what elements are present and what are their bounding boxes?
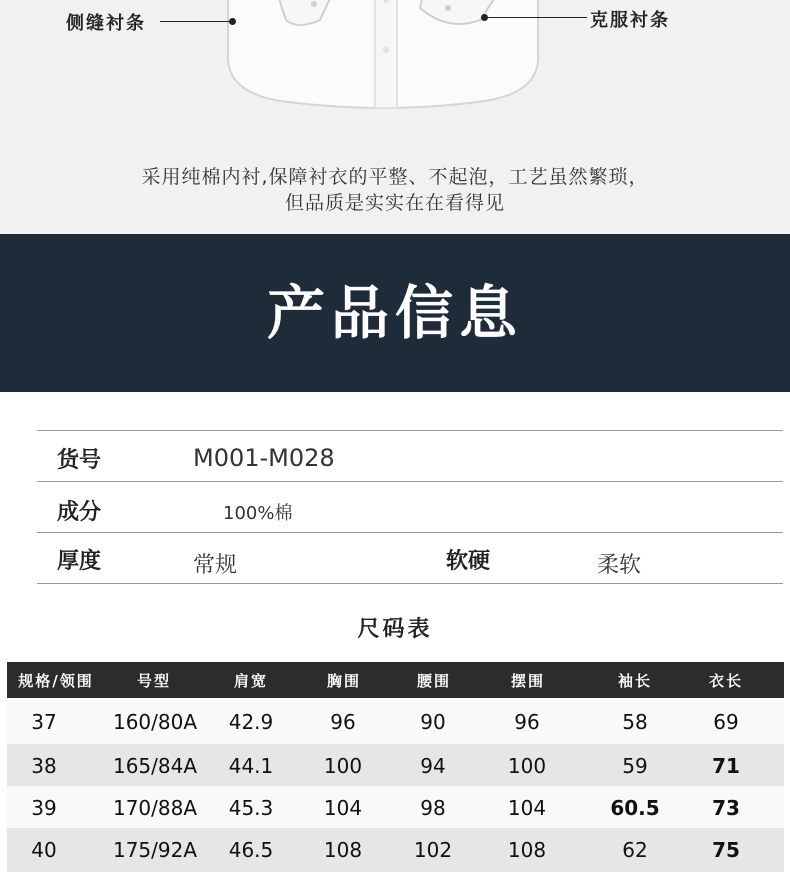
header-length: 衣长 — [708, 671, 743, 690]
cell-waist: 90 — [420, 710, 446, 734]
cell-length: 71 — [712, 754, 740, 778]
cell-chest: 96 — [330, 710, 356, 734]
info-row-thickness — [37, 532, 783, 583]
cell-chest: 108 — [323, 838, 363, 862]
softness-value: 柔软 — [597, 553, 642, 578]
cell-sleeve: 58 — [622, 710, 648, 734]
thickness-value: 常规 — [193, 553, 238, 578]
cell-shoulder: 46.5 — [228, 838, 274, 862]
cell-length: 75 — [712, 838, 740, 862]
cell-length: 69 — [713, 710, 739, 734]
material-value: 100%棉 — [223, 503, 293, 524]
cell-model: 160/80A — [112, 710, 198, 734]
size-chart-title: 尺码表 — [357, 617, 433, 642]
cell-hem: 96 — [514, 710, 540, 734]
cell-size: 40 — [31, 838, 57, 862]
cell-sleeve: 59 — [622, 754, 648, 778]
cell-shoulder: 44.1 — [228, 754, 274, 778]
banner-title: 产品信息 — [266, 279, 523, 347]
callout-side-seam: 侧缝衬条 — [66, 13, 146, 34]
header-waist: 腰围 — [416, 671, 451, 690]
callout-line-left — [160, 21, 232, 22]
header-model: 号型 — [136, 671, 171, 690]
thickness-label: 厚度 — [57, 549, 102, 574]
info-row-material — [37, 481, 783, 532]
product-info-banner — [0, 234, 790, 392]
header-hem: 摆围 — [510, 671, 545, 690]
cell-model: 175/92A — [112, 838, 198, 862]
cell-model: 170/88A — [112, 796, 198, 820]
cell-size: 39 — [31, 796, 57, 820]
cell-waist: 98 — [420, 796, 446, 820]
cell-waist: 94 — [420, 754, 446, 778]
cell-hem: 100 — [507, 754, 547, 778]
cell-hem: 108 — [507, 838, 547, 862]
info-row-item-no — [37, 430, 783, 481]
shirt-illustration — [218, 0, 548, 120]
cell-chest: 104 — [323, 796, 363, 820]
cell-shoulder: 45.3 — [228, 796, 274, 820]
callout-dot-left — [229, 18, 236, 25]
header-size: 规格/领围 — [18, 671, 94, 690]
table-row — [7, 786, 784, 830]
cell-model: 165/84A — [112, 754, 198, 778]
cell-sleeve: 60.5 — [610, 796, 660, 820]
cell-shoulder: 42.9 — [228, 710, 274, 734]
table-row — [7, 700, 784, 744]
item-no-label: 货号 — [57, 448, 102, 473]
cell-size: 37 — [31, 710, 57, 734]
size-chart-header — [7, 662, 784, 698]
hero-description-line1: 采用纯棉内衬,保障衬衣的平整、不起泡，工艺虽然繁琐， — [141, 166, 649, 188]
material-label: 成分 — [57, 500, 102, 525]
cell-length: 73 — [712, 796, 740, 820]
info-bottom-border — [37, 583, 783, 584]
header-shoulder: 肩宽 — [233, 671, 268, 690]
softness-label: 软硬 — [446, 549, 491, 574]
cell-waist: 102 — [413, 838, 453, 862]
header-chest: 胸围 — [326, 671, 361, 690]
header-sleeve: 袖长 — [617, 671, 652, 690]
cell-sleeve: 62 — [622, 838, 648, 862]
item-no-value: M001-M028 — [193, 444, 335, 472]
callout-line-right — [485, 17, 587, 18]
shirt-detail-section — [0, 0, 790, 234]
table-row — [7, 744, 784, 788]
cell-chest: 100 — [323, 754, 363, 778]
cell-size: 38 — [31, 754, 57, 778]
hero-description-line2: 但品质是实实在在看得见 — [284, 192, 505, 214]
cell-hem: 104 — [507, 796, 547, 820]
table-row — [7, 828, 784, 872]
callout-placket: 克服衬条 — [590, 10, 670, 31]
